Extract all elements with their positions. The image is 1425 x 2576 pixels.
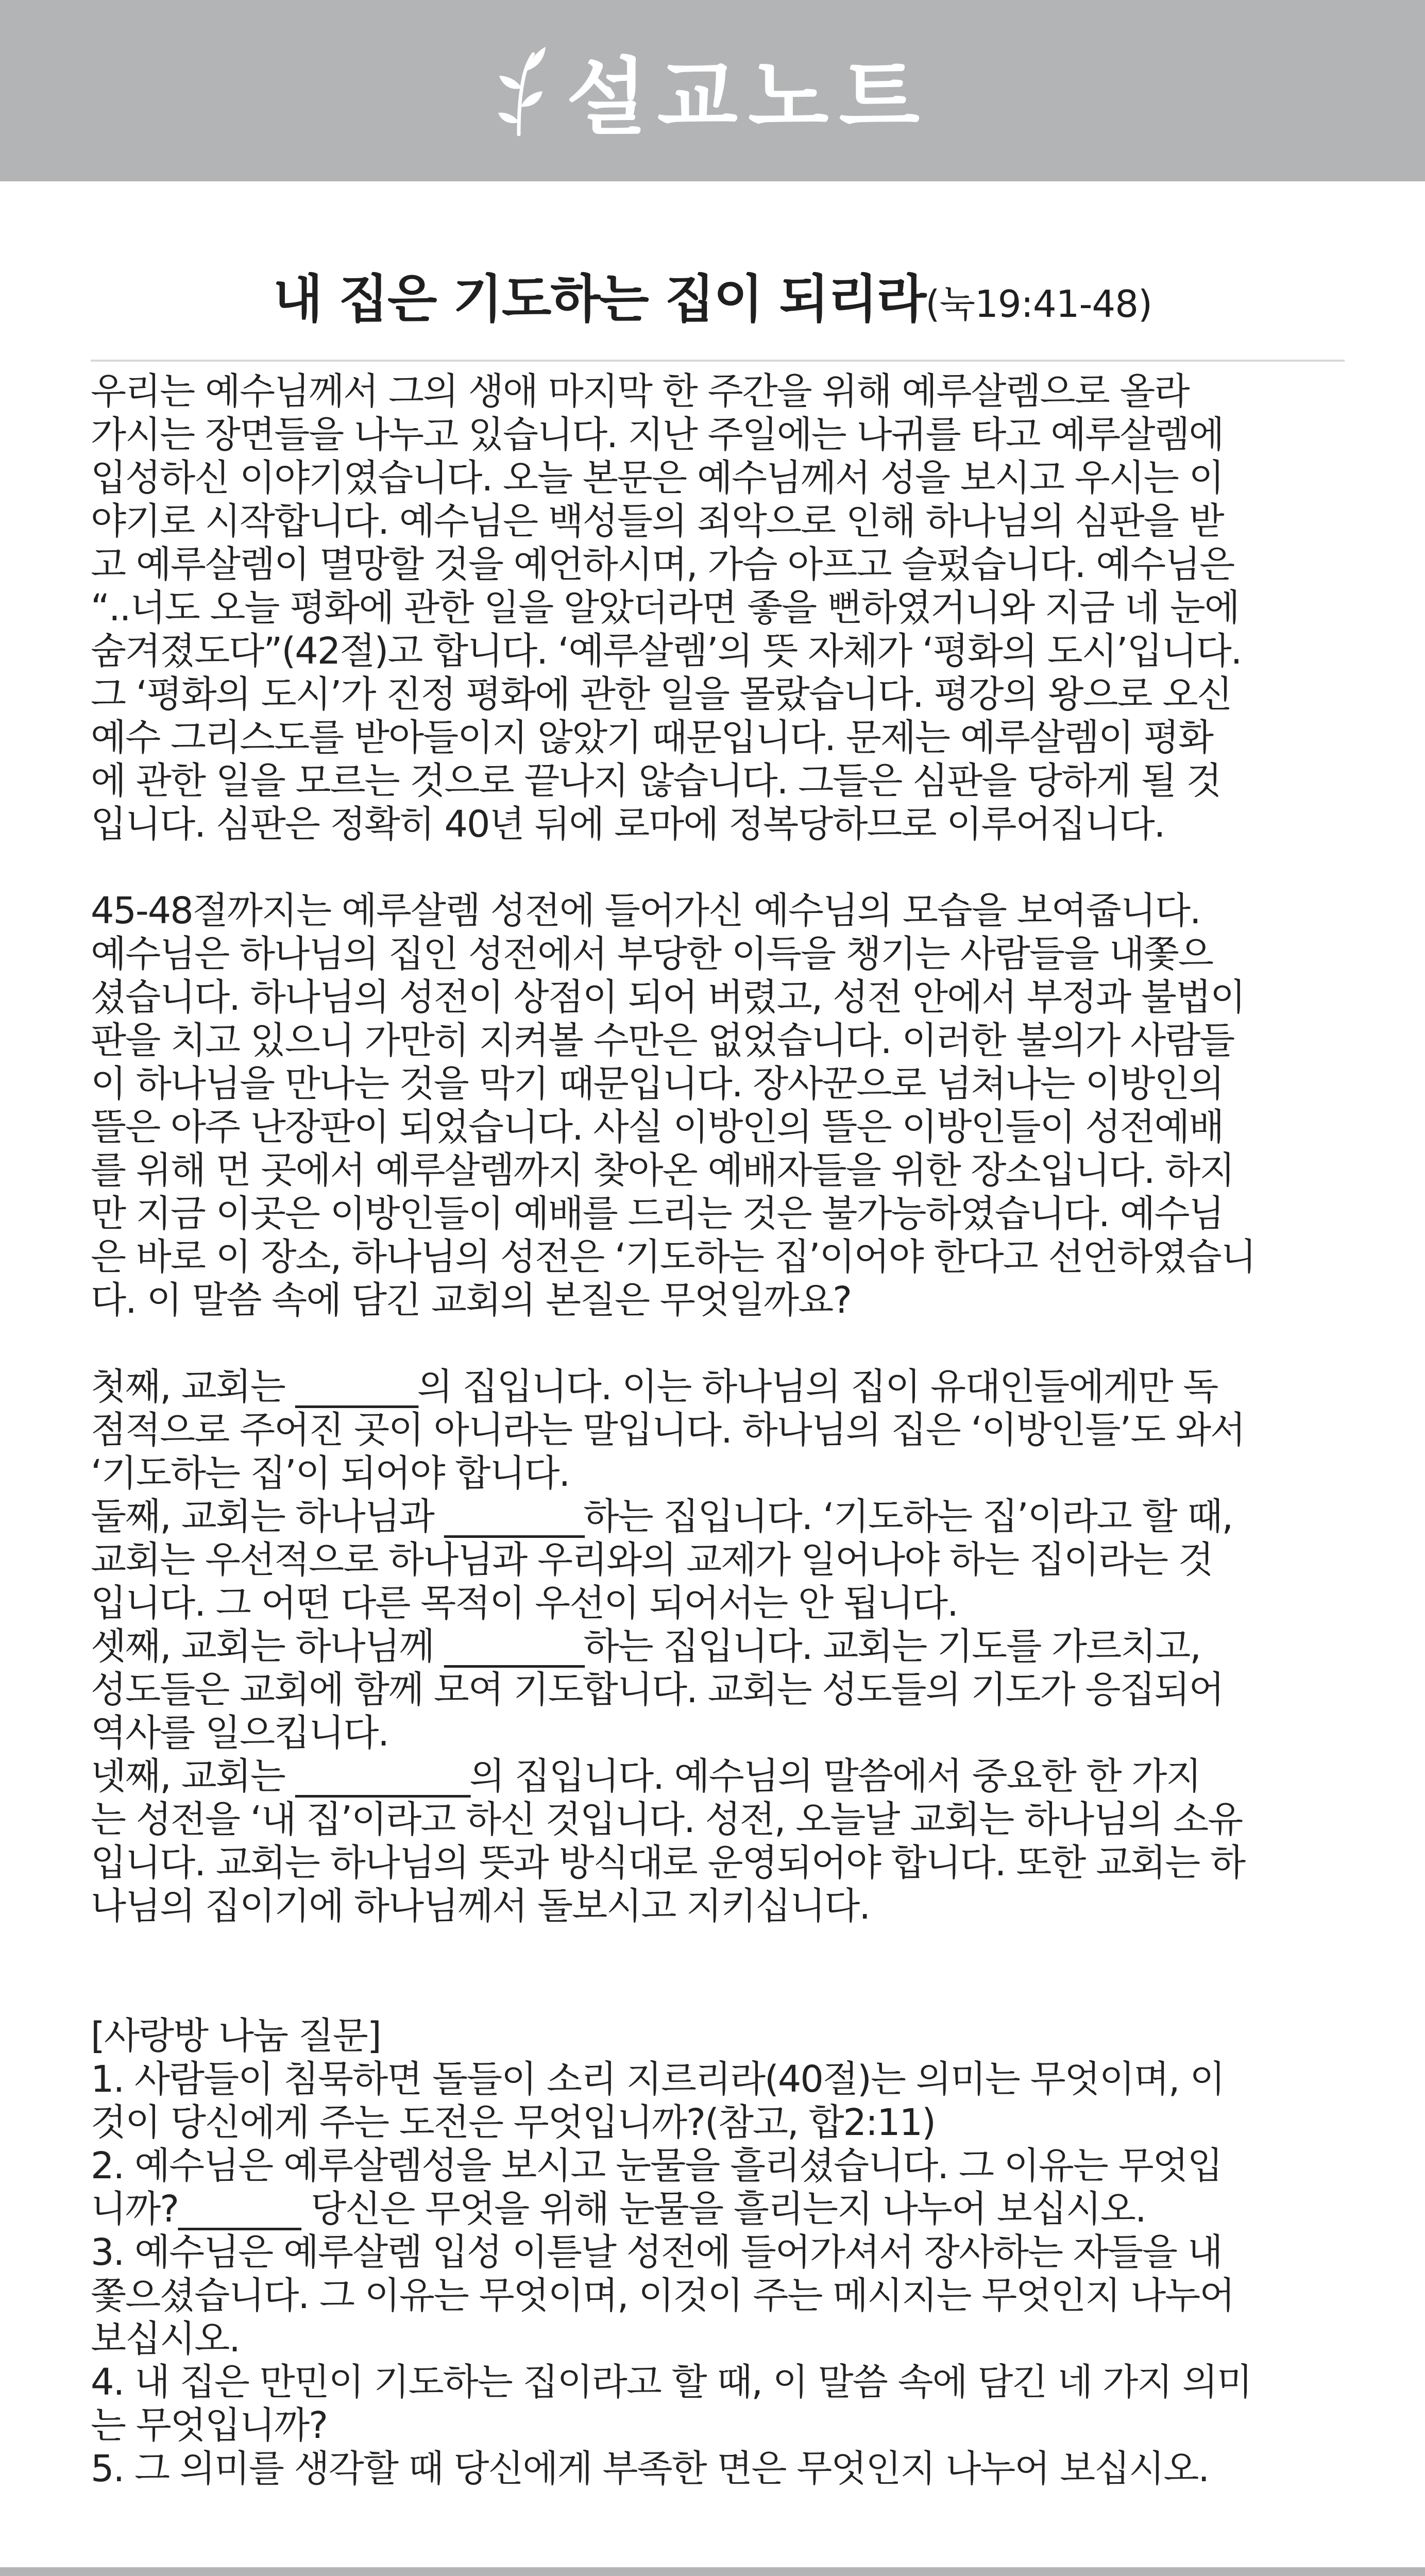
question-line: 5. 그 의미를 생각할 때 당신에게 부족한 면은 무엇인지 나누어 보십시오. xyxy=(91,2447,1209,2490)
paragraph-gap xyxy=(91,1322,1343,1365)
body-text-line: 예수님은 하나님의 집인 성전에서 부당한 이득을 챙기는 사람들을 내쫓으 xyxy=(91,933,1213,975)
question-line: 쫓으셨습니다. 그 이유는 무엇이며, 이것이 주는 메시지는 무엇인지 나누어 xyxy=(91,2274,1234,2317)
sermon-title xyxy=(0,266,1425,348)
body-text-line: 입니다. 심판은 정확히 40년 뒤에 로마에 정복당하므로 이루어집니다. xyxy=(91,803,1165,845)
body-text-line: 셋째, 교회는 하나님께 ________하는 집입니다. 교회는 기도를 가르치고, xyxy=(91,1625,1201,1668)
body-text-line: 다. 이 말씀 속에 담긴 교회의 본질은 무엇일까요? xyxy=(91,1279,852,1321)
body-text-line: 45-48절까지는 예루살렘 성전에 들어가신 예수님의 모습을 보여줍니다. xyxy=(91,889,1200,932)
leaf-branch-icon xyxy=(495,46,547,136)
body-text-line: 에 관한 일을 모르는 것으로 끝나지 않습니다. 그들은 심판을 당하게 될 것 xyxy=(91,759,1221,802)
question-line: 보십시오. xyxy=(91,2317,240,2360)
question-line: 니까?_______ 당신은 무엇을 위해 눈물을 흘리는지 나누어 보십시오. xyxy=(91,2188,1146,2230)
paragraph-intro xyxy=(91,370,1343,846)
body-text-line: 넷째, 교회는 __________의 집입니다. 예수님의 말씀에서 중요한 한 가지 xyxy=(91,1755,1201,1798)
discussion-questions xyxy=(91,2014,1343,2490)
body-text-line: 이 하나님을 만나는 것을 막기 때문입니다. 장사꾼으로 넘쳐나는 이방인의 xyxy=(91,1062,1224,1105)
body-text-line: 는 성전을 ‘내 집’이라고 하신 것입니다. 성전, 오늘날 교회는 하나님의 소유 xyxy=(91,1798,1243,1841)
body-text-line: 나님의 집이기에 하나님께서 돌보시고 지키십니다. xyxy=(91,1885,870,1927)
paragraph-gap xyxy=(91,1928,1343,2014)
sermon-body xyxy=(91,370,1343,2490)
scripture-reference: (눅19:41-48) xyxy=(925,282,1152,326)
title-divider xyxy=(91,360,1345,362)
body-text-line: 그 ‘평화의 도시’가 진정 평화에 관한 일을 몰랐습니다. 평강의 왕으로 오신 xyxy=(91,673,1232,716)
body-text-line: 첫째, 교회는 _______의 집입니다. 이는 하나님의 집이 유대인들에게만 독 xyxy=(91,1365,1218,1408)
paragraph-temple xyxy=(91,889,1343,1322)
body-text-line: “..너도 오늘 평화에 관한 일을 알았더라면 좋을 뻔하였거니와 지금 네 눈에 xyxy=(91,586,1239,629)
question-line: 3. 예수님은 예루살렘 입성 이튿날 성전에 들어가셔서 장사하는 자들을 내 xyxy=(91,2231,1222,2274)
body-text-line: 입성하신 이야기였습니다. 오늘 본문은 예수님께서 성을 보시고 우시는 이 xyxy=(91,456,1224,499)
question-line: 1. 사람들이 침묵하면 돌들이 소리 지르리라(40절)는 의미는 무엇이며, 이 xyxy=(91,2058,1225,2100)
header-band xyxy=(0,0,1425,181)
question-line: 는 무엇입니까? xyxy=(91,2404,328,2447)
question-line: 것이 당신에게 주는 도전은 무엇입니까?(참고, 합2:11) xyxy=(91,2101,935,2144)
body-text-line: 고 예루살렘이 멸망할 것을 예언하시며, 가슴 아프고 슬펐습니다. 예수님은 xyxy=(91,543,1234,586)
body-text-line: 둘째, 교회는 하나님과 ________하는 집입니다. ‘기도하는 집’이라고 할 때, xyxy=(91,1495,1233,1538)
question-line: 2. 예수님은 예루살렘성을 보시고 눈물을 흘리셨습니다. 그 이유는 무엇입 xyxy=(91,2144,1222,2187)
body-text-line: 역사를 일으킵니다. xyxy=(91,1711,389,1754)
paragraph-gap xyxy=(91,846,1343,889)
header-inner xyxy=(495,31,930,150)
body-text-line: 예수 그리스도를 받아들이지 않았기 때문입니다. 문제는 예루살렘이 평화 xyxy=(91,716,1213,759)
question-line: 4. 내 집은 만민이 기도하는 집이라고 할 때, 이 말씀 속에 담긴 네 가지 의미 xyxy=(91,2361,1252,2403)
body-text-line: ‘기도하는 집’이 되어야 합니다. xyxy=(91,1452,570,1495)
body-text-line: 가시는 장면들을 나누고 있습니다. 지난 주일에는 나귀를 타고 예루살렘에 xyxy=(91,413,1224,456)
body-text-line: 야기로 시작합니다. 예수님은 백성들의 죄악으로 인해 하나님의 심판을 받 xyxy=(91,500,1224,543)
body-text-line: 우리는 예수님께서 그의 생애 마지막 한 주간을 위해 예루살렘으로 올라 xyxy=(91,370,1189,413)
body-text-line: 만 지금 이곳은 이방인들이 예배를 드리는 것은 불가능하였습니다. 예수님 xyxy=(91,1192,1224,1235)
body-text-line: 교회는 우선적으로 하나님과 우리와의 교제가 일어나야 하는 집이라는 것 xyxy=(91,1538,1213,1581)
body-text-line: 판을 치고 있으니 가만히 지켜볼 수만은 없었습니다. 이러한 불의가 사람들 xyxy=(91,1019,1234,1062)
footer-band xyxy=(0,2567,1425,2576)
paragraph-church-essence xyxy=(91,1365,1343,1928)
body-text-line: 입니다. 그 어떤 다른 목적이 우선이 되어서는 안 됩니다. xyxy=(91,1582,958,1624)
body-text-line: 입니다. 교회는 하나님의 뜻과 방식대로 운영되어야 합니다. 또한 교회는 하 xyxy=(91,1841,1245,1884)
body-text-line: 점적으로 주어진 곳이 아니라는 말입니다. 하나님의 집은 ‘이방인들’도 와서 xyxy=(91,1409,1245,1451)
sermon-title-text: 내 집은 기도하는 집이 되리라 xyxy=(273,269,926,329)
header-title: 설교노트 xyxy=(566,49,930,146)
body-text-line: 숨겨졌도다”(42절)고 합니다. ‘예루살렘’의 뜻 자체가 ‘평화의 도시’입니다. xyxy=(91,630,1242,672)
body-text-line: 를 위해 먼 곳에서 예루살렘까지 찾아온 예배자들을 위한 장소입니다. 하지 xyxy=(91,1149,1234,1192)
question-line: [사랑방 나눔 질문] xyxy=(91,2014,381,2057)
body-text-line: 은 바로 이 장소, 하나님의 성전은 ‘기도하는 집’이어야 한다고 선언하였습니 xyxy=(91,1235,1256,1278)
body-text-line: 뜰은 아주 난장판이 되었습니다. 사실 이방인의 뜰은 이방인들이 성전예배 xyxy=(91,1106,1224,1148)
body-text-line: 셨습니다. 하나님의 성전이 상점이 되어 버렸고, 성전 안에서 부정과 불법이 xyxy=(91,976,1245,1019)
body-text-line: 성도들은 교회에 함께 모여 기도합니다. 교회는 성도들의 기도가 응집되어 xyxy=(91,1668,1224,1711)
